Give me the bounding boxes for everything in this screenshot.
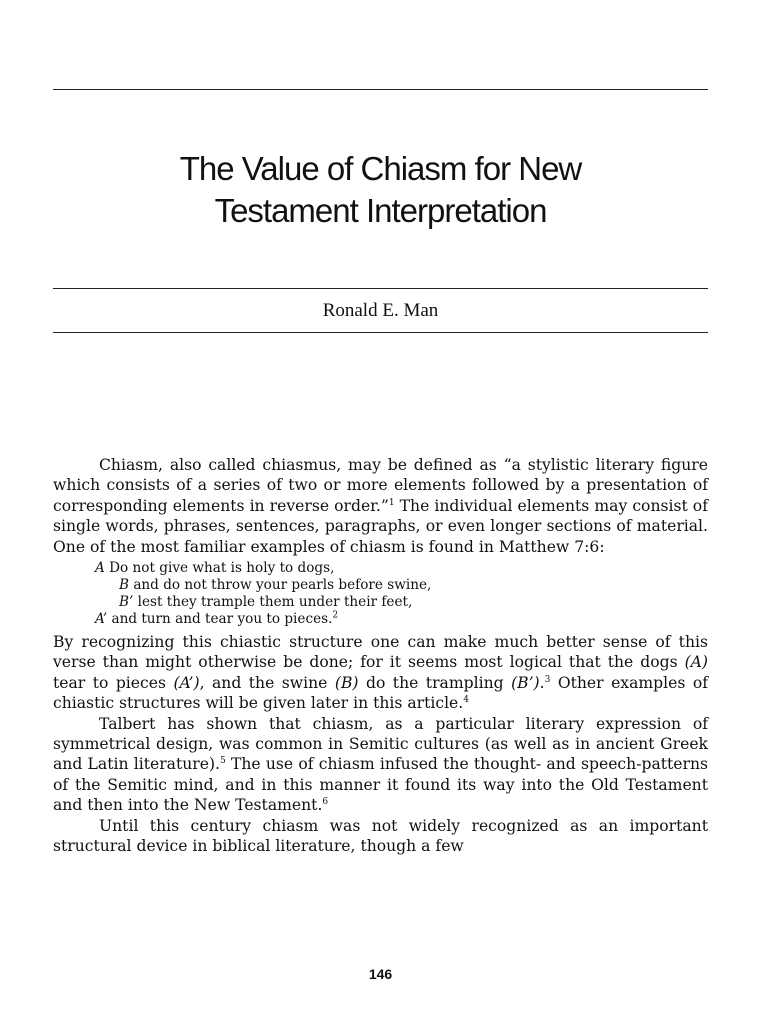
paragraph-2-text-b: tear to pieces: [53, 673, 174, 692]
verse-line-b-prime: [53, 594, 708, 611]
title-line-1: The Value of Chiasm for New: [179, 150, 582, 187]
footnote-ref-1: 1: [388, 497, 395, 508]
paragraph-3-text-b: The use of chiasm infused the thought- and speech-patterns of the Semitic mind, and in this manner it found its way into the Old Testament and then into the New Testament.: [53, 755, 709, 815]
article-title: [53, 148, 708, 232]
paragraph-2-text-f: Other examples of chiastic structures will be given later in this article.: [53, 673, 708, 713]
footnote-ref-4: 4: [463, 695, 469, 706]
footnote-ref-6: 6: [322, 797, 329, 808]
top-rule: [53, 89, 708, 90]
paragraph-1-text-b: The individual elements may consist of single words, phrases, sentences, paragraphs, or even longer sections of material. One of the most familiar examples of chiasm is found in Matthew 7:6:: [53, 496, 708, 556]
paragraph-2-text-e: .: [539, 673, 545, 692]
verse-label-b: B: [119, 577, 129, 594]
verse-line-a: [53, 560, 708, 577]
page-number: 146: [368, 966, 393, 982]
author-rule-bottom: [53, 332, 708, 333]
footnote-ref-3: 3: [544, 674, 551, 685]
paragraph-2: [53, 632, 708, 714]
footnote-ref-5: 5: [220, 756, 226, 767]
author-name: Ronald E. Man: [322, 300, 439, 321]
verse-label-b-prime: B’: [119, 594, 134, 611]
paragraph-2-text-c: , and the swine: [199, 673, 335, 692]
author-rule-top: [53, 288, 708, 289]
paragraph-2-text-a: By recognizing this chiastic structure one can make much better sense of this verse than might otherwise be done; for it seems most logical that the dogs: [53, 633, 708, 672]
verse-label-a: A: [95, 560, 105, 577]
paragraph-3-text-a: Talbert has shown that chiasm, as a particular literary expression of symmetrical design, was common in Semitic cultures (as well as in ancient Greek and Latin literature).: [53, 714, 708, 774]
paragraph-4: Until this century chiasm was not widely recognized as an important structural device in biblical literature, though a few: [53, 816, 708, 856]
verse-line-a-prime: [53, 611, 708, 628]
ref-a-prime: (A’): [173, 673, 200, 692]
verse-text-b-prime: lest they trample them under their feet,: [133, 594, 413, 611]
verse-block: [53, 560, 708, 628]
title-line-2: Testament Interpretation: [214, 192, 547, 229]
footnote-ref-2: 2: [332, 610, 339, 621]
ref-b-prime: (B’): [511, 673, 540, 692]
ref-b: (B): [334, 673, 359, 692]
paragraph-3: [53, 714, 708, 816]
paragraph-2-text-d: do the trampling: [358, 673, 512, 692]
verse-line-b: [53, 577, 708, 594]
verse-text-b: and do not throw your pearls before swine,: [129, 577, 432, 594]
article-body: [53, 455, 708, 857]
verse-text-a-prime: and turn and tear you to pieces.: [107, 611, 333, 628]
ref-a: (A): [684, 653, 708, 672]
paragraph-1-text: Chiasm, also called chiasmus, may be defined as “a stylistic literary figure which consists of a series of two or more elements followed by a presentation of corresponding elements in reverse order.”: [53, 456, 708, 515]
paragraph-1: [53, 455, 708, 557]
verse-text-a: Do not give what is holy to dogs,: [104, 560, 335, 577]
verse-label-a-prime: A’: [95, 611, 108, 628]
